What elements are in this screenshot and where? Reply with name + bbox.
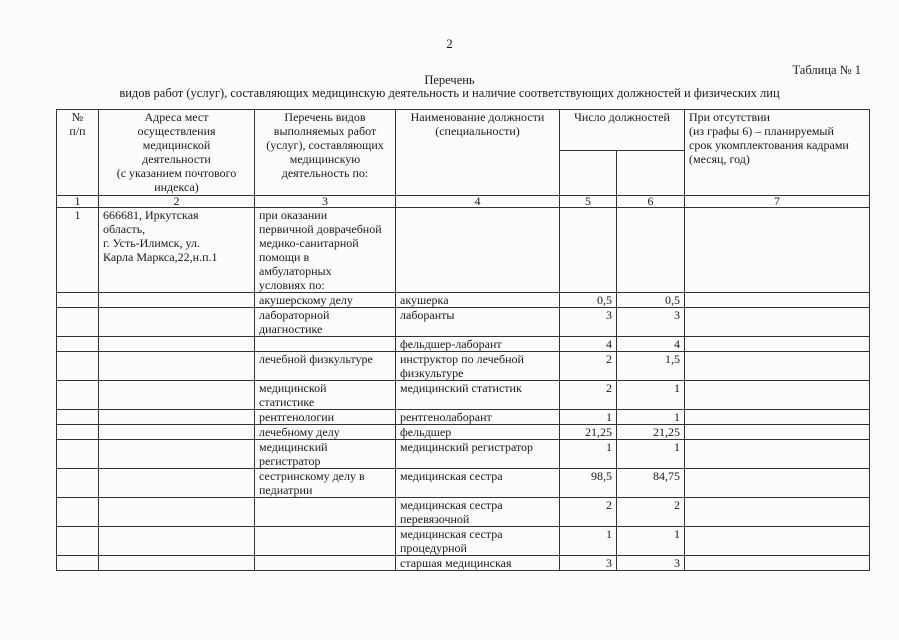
cell-position: инструктор по лечебной физкультуре: [396, 352, 560, 381]
cell-address: [99, 556, 255, 571]
cell-positions-filled: 1: [617, 527, 685, 556]
header-staffing-term: При отсутствии (из графы 6) – планируемый срок укомплектования кадрами (месяц, год): [685, 110, 870, 196]
cell-position: лаборанты: [396, 308, 560, 337]
cell-positions-total: 3: [560, 308, 617, 337]
cell-positions-filled: 1: [617, 410, 685, 425]
column-number: 5: [560, 196, 617, 208]
table-row: [57, 498, 870, 527]
table-row: [57, 308, 870, 337]
cell-work-type: [255, 527, 396, 556]
cell-positions-total: 98,5: [560, 469, 617, 498]
cell-staffing-term: [685, 425, 870, 440]
cell-staffing-term: [685, 556, 870, 571]
cell-address: [99, 425, 255, 440]
table-row: [57, 556, 870, 571]
cell-staffing-term: [685, 440, 870, 469]
cell-number: [57, 440, 99, 469]
cell-number: [57, 498, 99, 527]
header-row: [57, 110, 870, 151]
cell-staffing-term: [685, 293, 870, 308]
cell-positions-filled: 84,75: [617, 469, 685, 498]
cell-number: [57, 425, 99, 440]
cell-number: [57, 527, 99, 556]
cell-positions-total: 2: [560, 352, 617, 381]
table-row: [57, 293, 870, 308]
cell-work-type: лабораторной диагностике: [255, 308, 396, 337]
cell-work-type: медицинский регистратор: [255, 440, 396, 469]
cell-positions-total: 3: [560, 556, 617, 571]
cell-work-type: рентгенологии: [255, 410, 396, 425]
cell-number: 1: [57, 208, 99, 293]
cell-positions-filled: 1: [617, 440, 685, 469]
table-row: [57, 440, 870, 469]
table-row: [57, 425, 870, 440]
cell-work-type: сестринскому делу в педиатрии: [255, 469, 396, 498]
cell-address: [99, 337, 255, 352]
cell-number: [57, 381, 99, 410]
cell-number: [57, 410, 99, 425]
cell-position: рентгенолаборант: [396, 410, 560, 425]
header-positions-count: Число должностей: [560, 110, 685, 151]
cell-position: медицинский статистик: [396, 381, 560, 410]
header-col6: [617, 151, 685, 196]
cell-staffing-term: [685, 308, 870, 337]
cell-address: [99, 469, 255, 498]
cell-positions-total: 1: [560, 527, 617, 556]
column-number: 2: [99, 196, 255, 208]
cell-position: медицинская сестра процедурной: [396, 527, 560, 556]
cell-staffing-term: [685, 469, 870, 498]
page-number: 2: [446, 36, 453, 51]
cell-address: [99, 308, 255, 337]
cell-number: [57, 469, 99, 498]
cell-staffing-term: [685, 527, 870, 556]
cell-number: [57, 337, 99, 352]
cell-number: [57, 556, 99, 571]
staffing-table: [56, 109, 870, 571]
cell-positions-filled: [617, 208, 685, 293]
cell-positions-total: 0,5: [560, 293, 617, 308]
cell-staffing-term: [685, 381, 870, 410]
header-work-types: Перечень видов выполняемых работ (услуг), составляющих медицинскую деятельность по:: [255, 110, 396, 196]
cell-position: медицинская сестра: [396, 469, 560, 498]
cell-positions-filled: 4: [617, 337, 685, 352]
cell-address: [99, 498, 255, 527]
table-row: [57, 381, 870, 410]
cell-positions-filled: 1: [617, 381, 685, 410]
cell-address: [99, 527, 255, 556]
cell-work-type: медицинской статистике: [255, 381, 396, 410]
document-subtitle: видов работ (услуг), составляющих медицинскую деятельность и наличие соответствующих должностей и физических лиц: [119, 86, 780, 100]
column-number: 6: [617, 196, 685, 208]
table-label: Таблица № 1: [792, 63, 861, 77]
table-row: [57, 208, 870, 293]
header-address: Адреса мест осуществления медицинской деятельности (с указанием почтового индекса): [99, 110, 255, 196]
cell-position: фельдшер-лаборант: [396, 337, 560, 352]
cell-number: [57, 308, 99, 337]
cell-position: [396, 208, 560, 293]
cell-number: [57, 293, 99, 308]
cell-positions-total: 2: [560, 498, 617, 527]
cell-positions-total: 4: [560, 337, 617, 352]
header-position: Наименование должности (специальности): [396, 110, 560, 196]
cell-positions-filled: 21,25: [617, 425, 685, 440]
table-row: [57, 527, 870, 556]
cell-address: [99, 293, 255, 308]
cell-position: медицинский регистратор: [396, 440, 560, 469]
cell-work-type: лечебному делу: [255, 425, 396, 440]
cell-staffing-term: [685, 208, 870, 293]
cell-positions-total: 1: [560, 440, 617, 469]
cell-work-type: [255, 498, 396, 527]
cell-positions-filled: 2: [617, 498, 685, 527]
cell-work-type: лечебной физкультуре: [255, 352, 396, 381]
column-numbers-row: [57, 196, 870, 208]
cell-address: [99, 381, 255, 410]
cell-number: [57, 352, 99, 381]
cell-address: [99, 410, 255, 425]
cell-positions-filled: 0,5: [617, 293, 685, 308]
header-number: № п/п: [57, 110, 99, 196]
cell-positions-filled: 3: [617, 308, 685, 337]
cell-positions-total: 2: [560, 381, 617, 410]
cell-work-type: при оказании первичной доврачебной медико-санитарной помощи в амбулаторных условиях по:: [255, 208, 396, 293]
cell-position: старшая медицинская: [396, 556, 560, 571]
column-number: 3: [255, 196, 396, 208]
cell-positions-total: [560, 208, 617, 293]
cell-address: 666681, Иркутская область, г. Усть-Илимск, ул. Карла Маркса,22,н.п.1: [99, 208, 255, 293]
header-col5: [560, 151, 617, 196]
cell-staffing-term: [685, 498, 870, 527]
cell-positions-total: 21,25: [560, 425, 617, 440]
table-row: [57, 469, 870, 498]
cell-work-type: акушерскому делу: [255, 293, 396, 308]
cell-address: [99, 352, 255, 381]
cell-staffing-term: [685, 337, 870, 352]
cell-positions-total: 1: [560, 410, 617, 425]
document-title: Перечень: [424, 73, 475, 87]
cell-position: акушерка: [396, 293, 560, 308]
column-number: 7: [685, 196, 870, 208]
column-number: 4: [396, 196, 560, 208]
cell-positions-filled: 1,5: [617, 352, 685, 381]
table-row: [57, 352, 870, 381]
cell-positions-filled: 3: [617, 556, 685, 571]
cell-address: [99, 440, 255, 469]
table-row: [57, 410, 870, 425]
cell-staffing-term: [685, 410, 870, 425]
cell-staffing-term: [685, 352, 870, 381]
column-number: 1: [57, 196, 99, 208]
cell-position: фельдшер: [396, 425, 560, 440]
cell-work-type: [255, 337, 396, 352]
cell-work-type: [255, 556, 396, 571]
table-row: [57, 337, 870, 352]
cell-position: медицинская сестра перевязочной: [396, 498, 560, 527]
